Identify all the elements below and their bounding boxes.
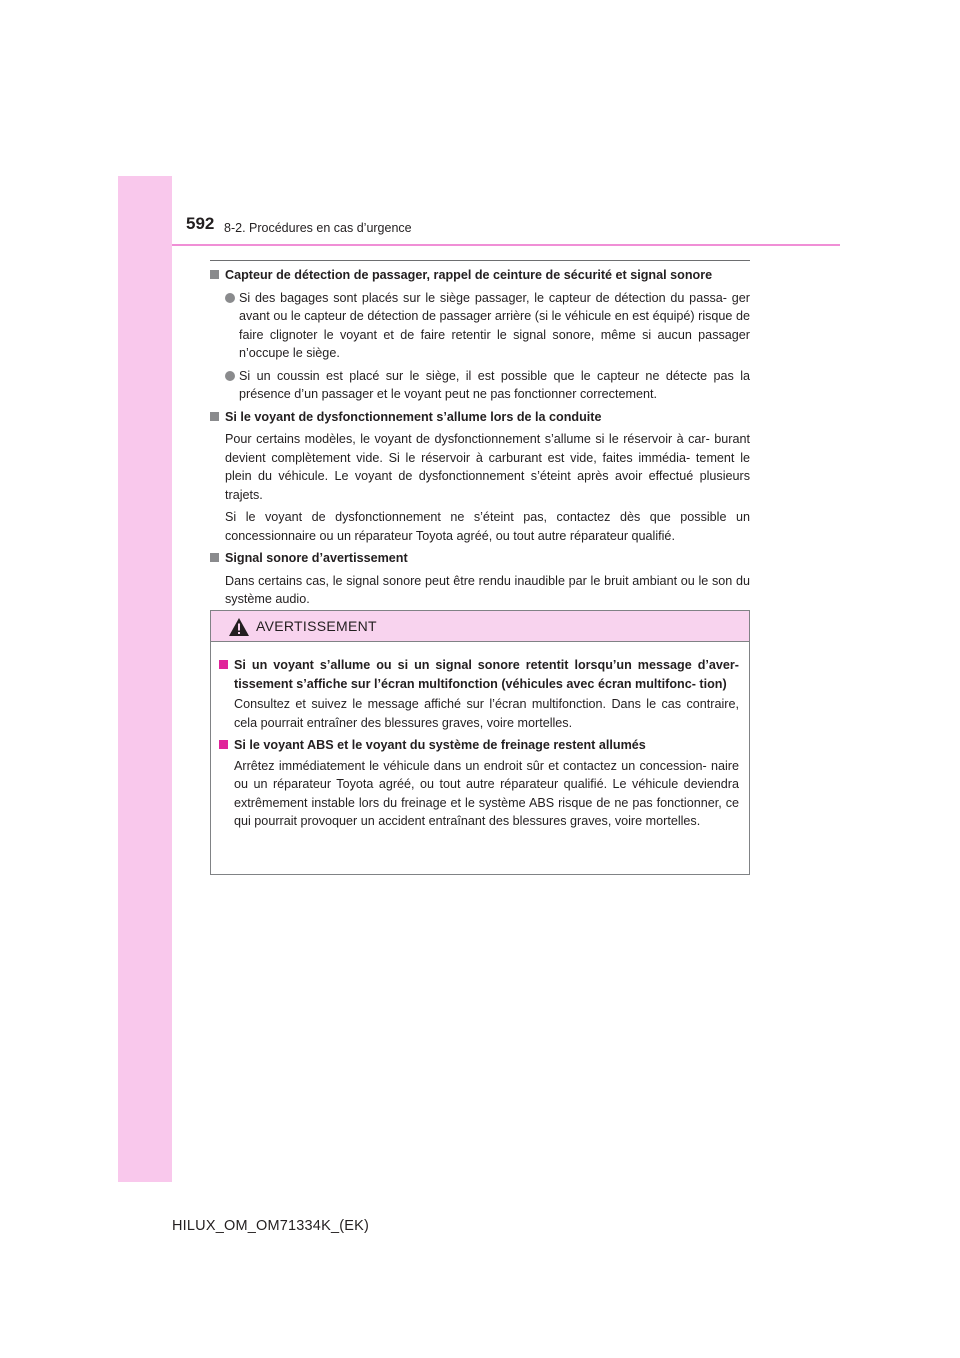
chapter-sidebar-tab — [118, 176, 172, 1182]
list-item-text: Si un coussin est placé sur le siège, il est possible que le capteur ne détecte pas la présence d’un passager et le voyant peut ne pas fonctionner correctement. — [239, 368, 750, 401]
warning-item-heading-text: Si un voyant s’allume ou si un signal sonore retentit lorsqu’un message d’aver- tissement s’affiche sur l’écran multifonction (véhicules avec écran multifonc- tion) — [234, 658, 739, 691]
list-item — [210, 289, 750, 363]
warning-item-text: Arrêtez immédiatement le véhicule dans un endroit sûr et contactez un concession- naire ou un réparateur Toyota agréé, ou tout autre réparateur qualifié. Le véhicule deviendra extrêmement instable lors du freinage et le système ABS risque de ne pas fonctionner, ce qui pourrait provoquer un accident entraînant des blessures graves, voire mortelles. — [234, 758, 739, 828]
paragraph: Dans certains cas, le signal sonore peut être rendu inaudible par le bruit ambiant ou le son du système audio. — [225, 573, 750, 606]
main-content — [210, 266, 750, 613]
section-heading — [210, 408, 750, 427]
page-number: 592 — [186, 214, 215, 233]
warning-box — [210, 610, 750, 875]
square-bullet-icon — [210, 412, 219, 421]
paragraph: Si le voyant de dysfonctionnement ne s’éteint pas, contactez dès que possible un concessionnaire ou un réparateur Toyota agréé, ou tout autre réparateur qualifié. — [225, 510, 750, 543]
warning-item-heading-text: Si le voyant ABS et le voyant du système de freinage restent allumés — [234, 738, 646, 752]
section-title: 8-2. Procédures en cas d’urgence — [224, 221, 412, 235]
warning-title: AVERTISSEMENT — [256, 618, 377, 634]
warning-item-heading — [219, 736, 739, 755]
round-bullet-icon — [225, 371, 235, 381]
section-heading — [210, 266, 750, 285]
warning-body — [211, 642, 749, 831]
square-bullet-icon — [219, 660, 228, 669]
paragraph: Pour certains modèles, le voyant de dysfonctionnement s’allume si le réservoir à car- burant devient complètement vide. Si le réservoir à carburant est vide, faites immédia- tement le plein du véhicule. Le voyant de dysfonctionnement s’éteint après avoir effectué plusieurs trajets. — [225, 432, 750, 502]
content-divider — [210, 260, 750, 261]
section-heading-text: Capteur de détection de passager, rappel de ceinture de sécurité et signal sonore — [225, 268, 713, 282]
section-heading-text: Signal sonore d’avertissement — [225, 551, 408, 565]
warning-header — [211, 611, 749, 642]
list-item-text: Si des bagages sont placés sur le siège passager, le capteur de détection du passa- ger avant ou le capteur de détection de passager arrière (si le véhicule en est équipé) risque de faire clignoter le voyant et de faire retentir le signal sonore, même si aucun passager n’occupe le siège. — [239, 290, 750, 360]
document-code: HILUX_OM_OM71334K_(EK) — [172, 1218, 370, 1234]
section-heading-text: Si le voyant de dysfonctionnement s’allume lors de la conduite — [225, 409, 602, 424]
round-bullet-icon — [225, 293, 235, 303]
section-heading — [210, 549, 750, 568]
square-bullet-icon — [210, 270, 219, 279]
warning-item-text: Consultez et suivez le message affiché sur l’écran multifonction. Dans le cas contraire, cela pourrait entraîner des blessures graves, voire mortelles. — [234, 697, 739, 730]
list-item — [210, 367, 750, 404]
square-bullet-icon — [219, 740, 228, 749]
warning-triangle-icon — [228, 617, 250, 637]
square-bullet-icon — [210, 553, 219, 562]
warning-item-heading — [219, 656, 739, 693]
header-divider — [172, 244, 840, 246]
